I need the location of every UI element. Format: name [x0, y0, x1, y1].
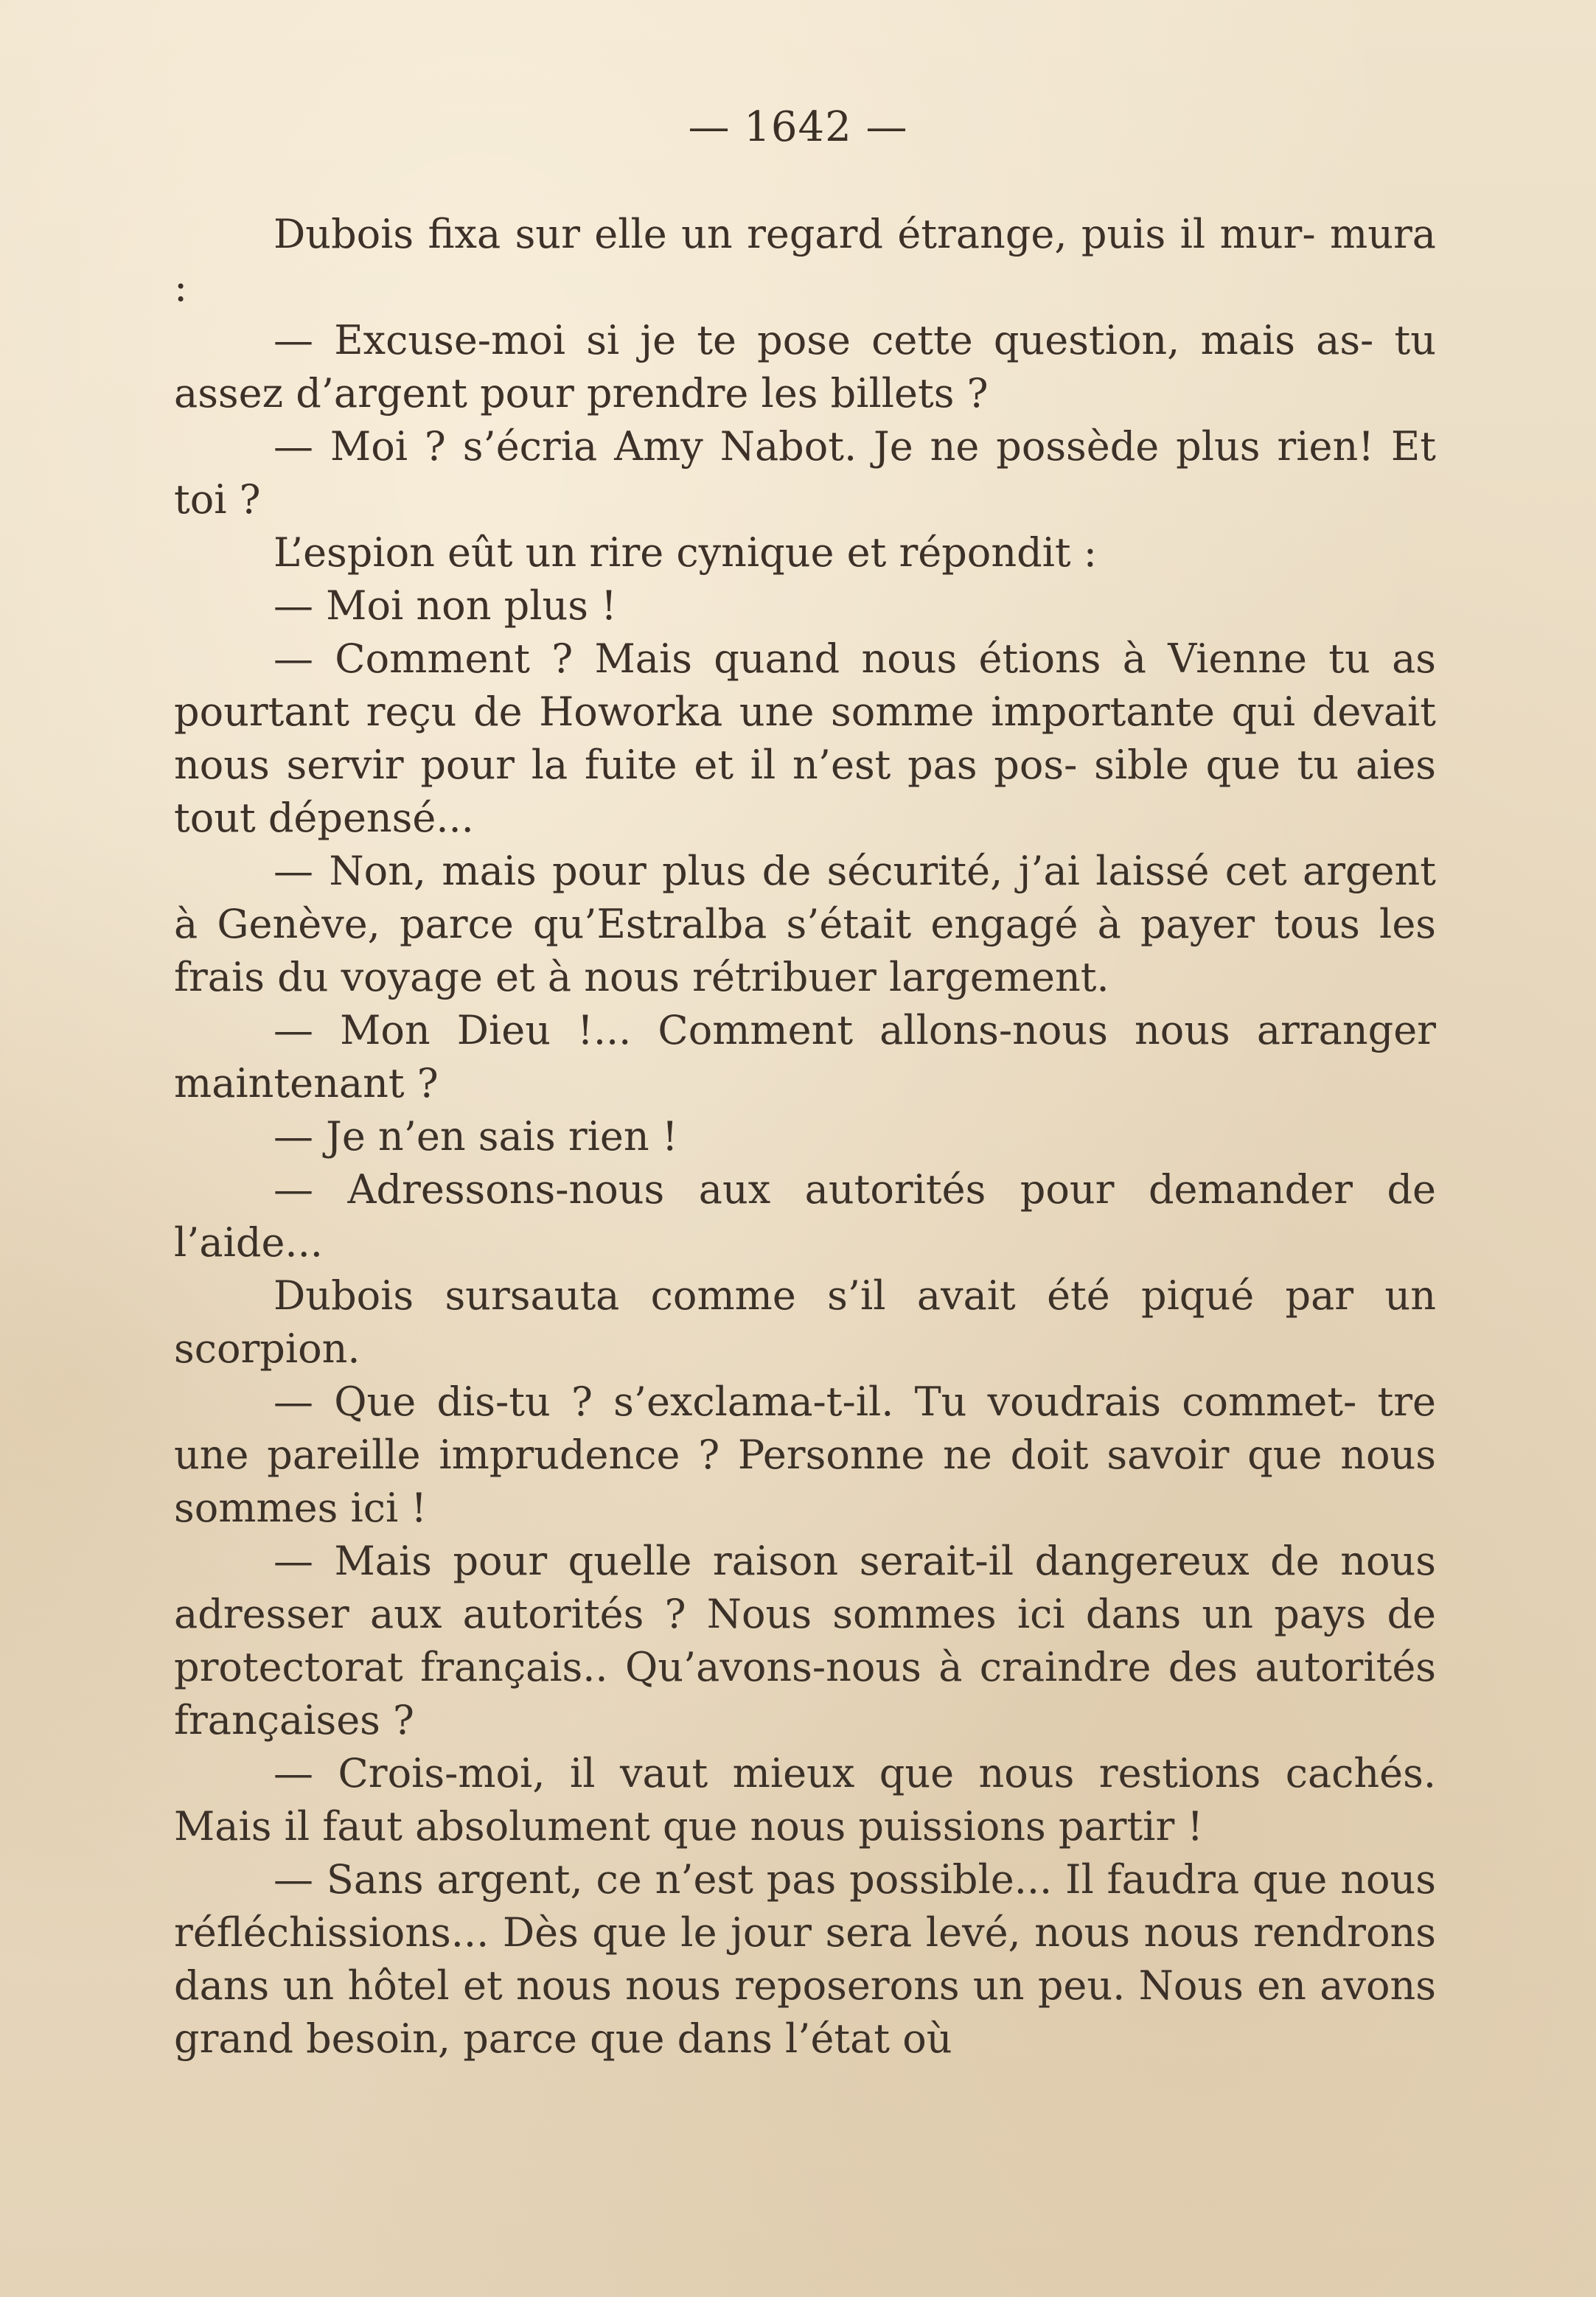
paragraph: — Non, mais pour plus de sécurité, j’ai laissé cet argent à Genève, parce qu’Estralba s’était engagé à payer tous les frais du voyage et à nous rétribuer largement.	[174, 848, 1436, 1000]
paragraph: Dubois sursauta comme s’il avait été piqué par un scorpion.	[174, 1272, 1436, 1372]
page-number: — 1642 —	[688, 103, 908, 151]
paragraph: L’espion eût un rire cynique et répondit :	[273, 529, 1097, 576]
paragraph: — Que dis-tu ? s’exclama-t-il. Tu voudrais commet- tre une pareille imprudence ? Personne ne doit savoir que nous sommes ici !	[174, 1378, 1436, 1531]
paragraph: — Crois-moi, il vaut mieux que nous restions cachés. Mais il faut absolument que nous puissions partir !	[174, 1750, 1436, 1850]
paragraph: — Adressons-nous aux autorités pour demander de l’aide...	[174, 1166, 1436, 1266]
paragraph: — Mon Dieu !... Comment allons-nous nous arranger maintenant ?	[174, 1007, 1436, 1106]
body-text	[174, 208, 1436, 2066]
paragraph: — Je n’en sais rien !	[273, 1113, 678, 1160]
paragraph: — Excuse-moi si je te pose cette question, mais as- tu assez d’argent pour prendre les billets ?	[174, 317, 1436, 416]
paragraph: — Comment ? Mais quand nous étions à Vienne tu as pourtant reçu de Howorka une somme importante qui devait nous servir pour la fuite et il n’est pas pos- sible que tu aies tout dépensé...	[174, 635, 1436, 841]
paragraph: Dubois fixa sur elle un regard étrange, puis il mur- mura :	[174, 211, 1436, 310]
paragraph: — Sans argent, ce n’est pas possible... Il faudra que nous réfléchissions... Dès que le jour sera levé, nous nous rendrons dans un hôtel et nous nous reposerons un peu. Nous en avons grand besoin, parce que dans l’état où	[174, 1856, 1436, 2062]
paragraph: — Moi non plus !	[273, 582, 617, 629]
paragraph: — Mais pour quelle raison serait-il dangereux de nous adresser aux autorités ? Nous sommes ici dans un pays de protectorat français.. Qu’avons-nous à craindre des autorités françaises ?	[174, 1538, 1436, 1743]
paragraph: — Moi ? s’écria Amy Nabot. Je ne possède plus rien! Et toi ?	[174, 423, 1436, 523]
